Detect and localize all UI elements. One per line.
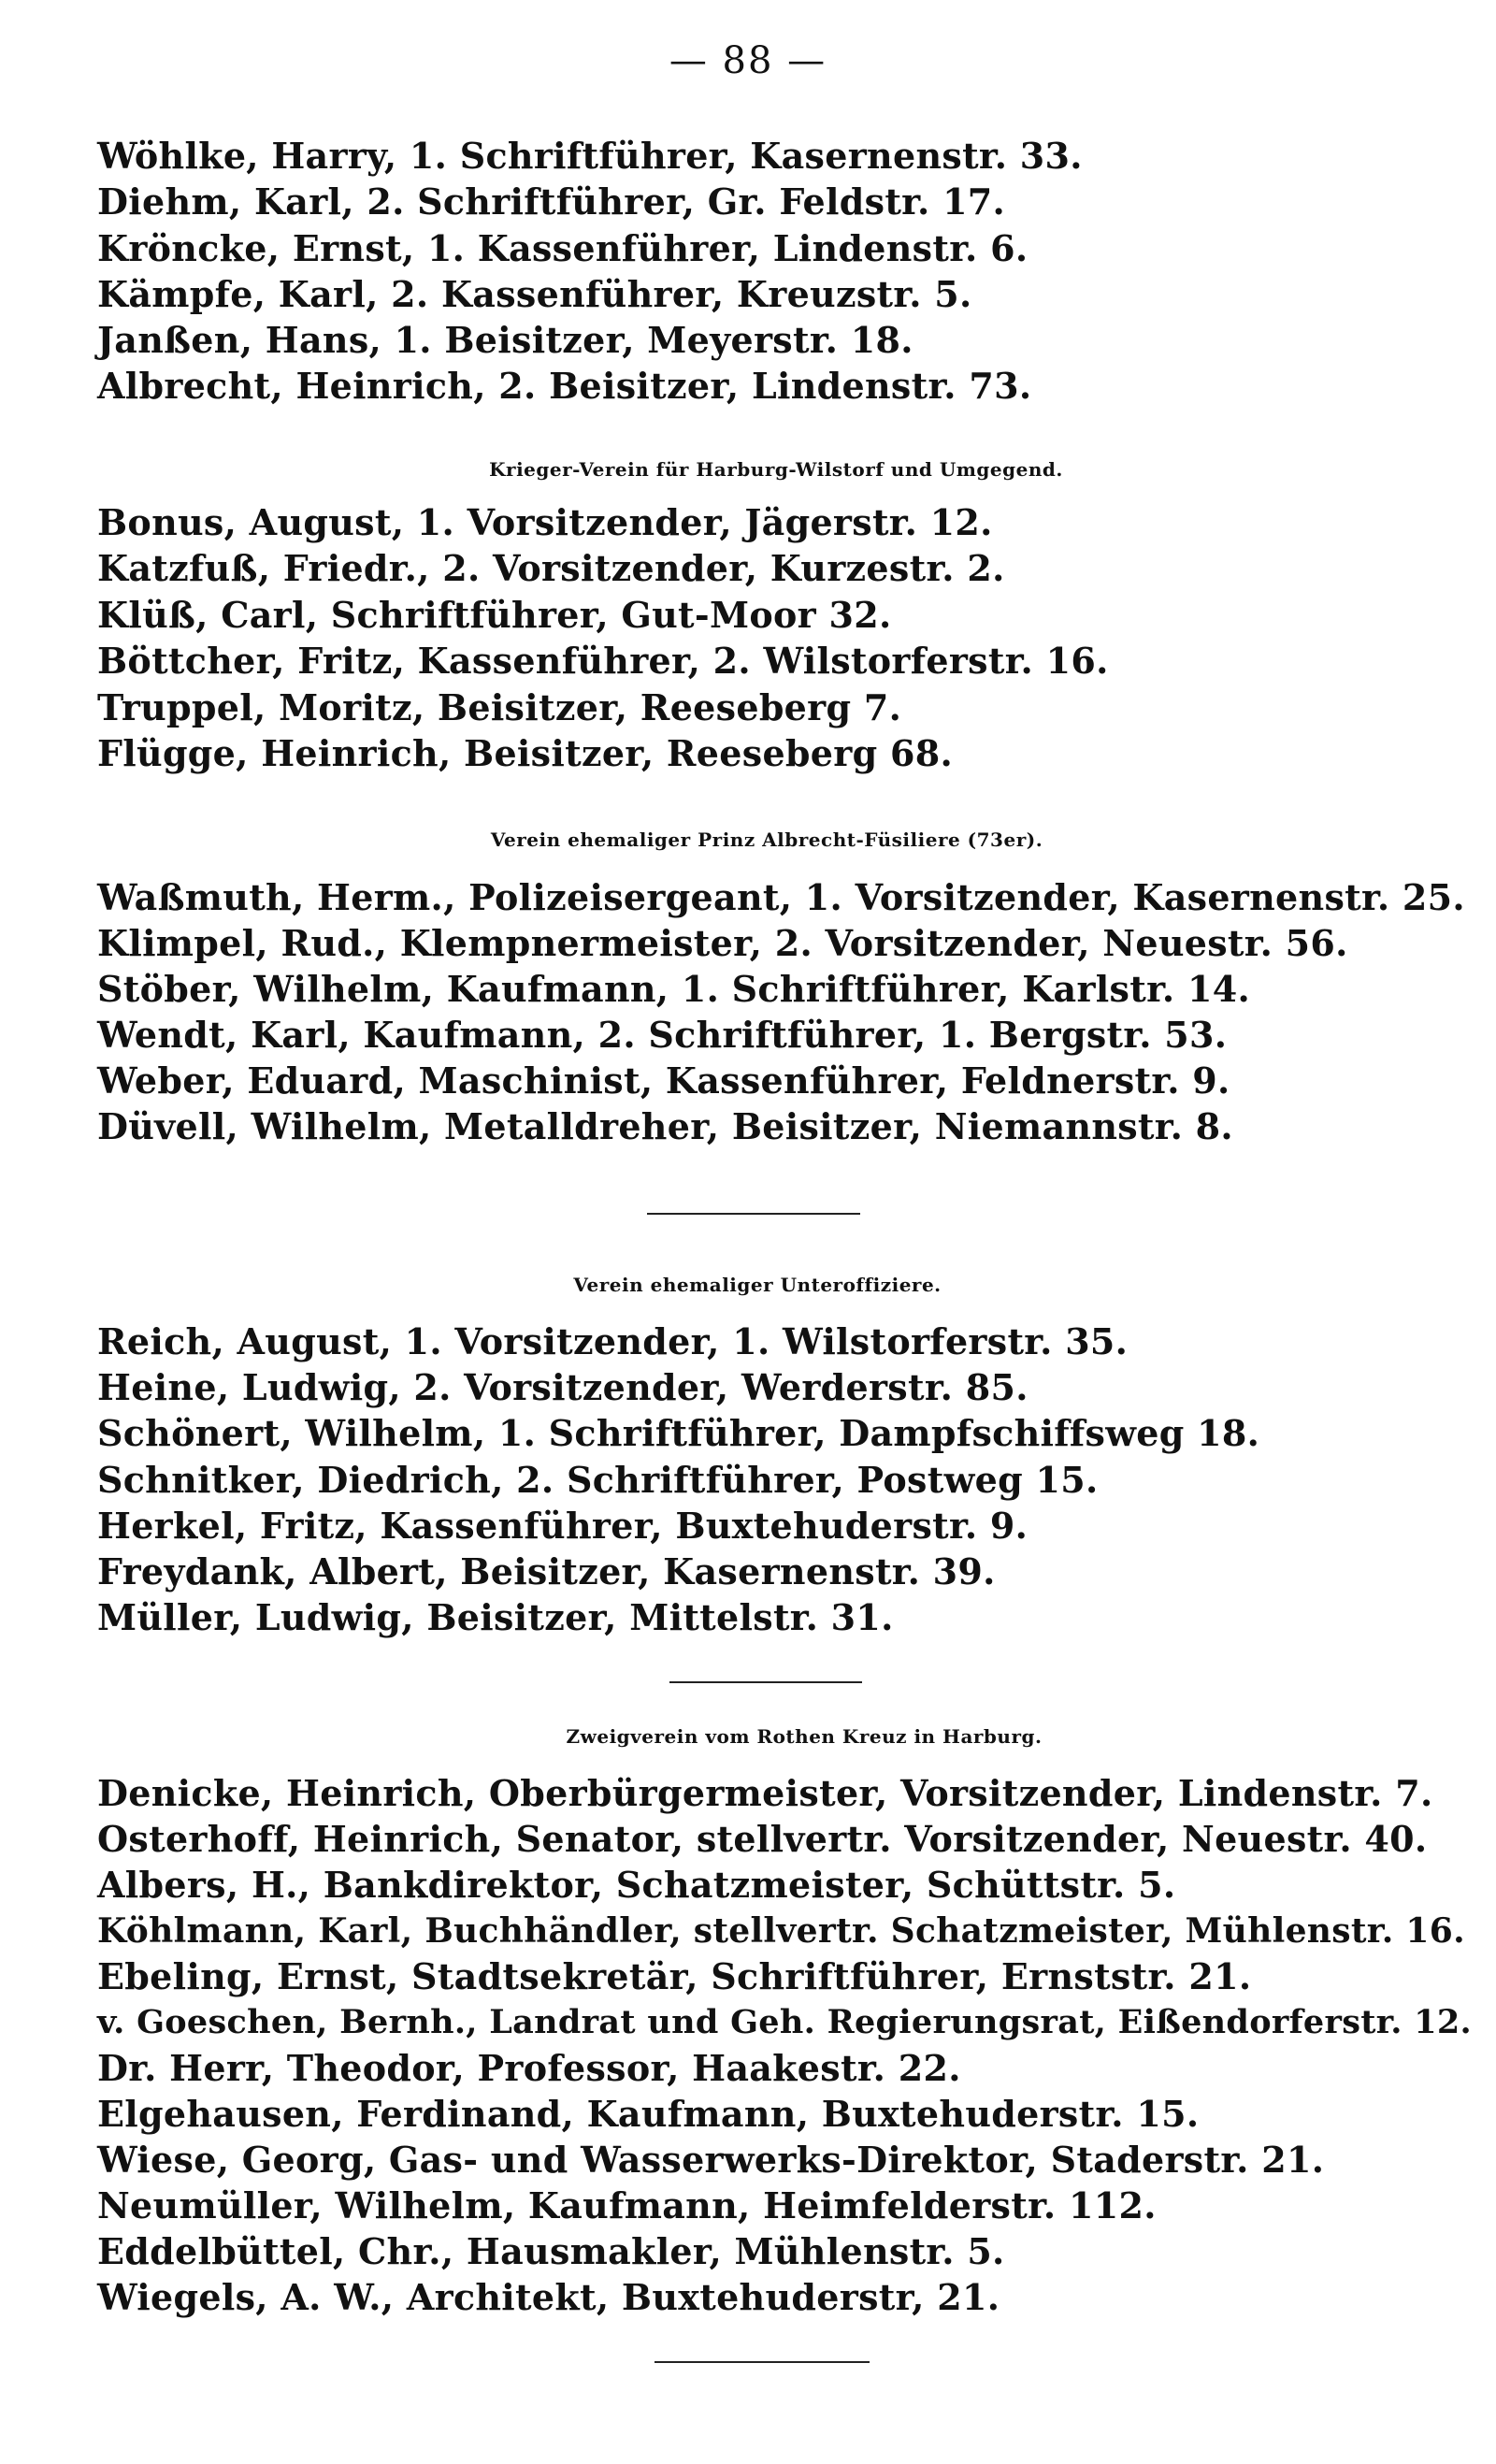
list-item: Wöhlke, Harry, 1. Schriftführer, Kasernenstr. 33. [97, 135, 1083, 177]
list-item: Böttcher, Fritz, Kassenführer, 2. Wilstorferstr. 16. [97, 640, 1109, 682]
list-item: Dr. Herr, Theodor, Professor, Haakestr. 22. [97, 2047, 961, 2089]
list-item: Herkel, Fritz, Kassenführer, Buxtehuderstr. 9. [97, 1505, 1028, 1547]
list-item: Kröncke, Ernst, 1. Kassenführer, Lindenstr. 6. [97, 227, 1028, 269]
list-item: Köhlmann, Karl, Buchhändler, stellvertr. Schatzmeister, Mühlenstr. 16. [97, 1911, 1465, 1951]
list-item: Freydank, Albert, Beisitzer, Kasernenstr. 39. [97, 1550, 996, 1592]
list-item: Ebeling, Ernst, Stadtsekretär, Schriftführer, Ernststr. 21. [97, 1955, 1252, 1997]
list-item: Kämpfe, Karl, 2. Kassenführer, Kreuzstr. 5. [97, 273, 972, 315]
list-item: Weber, Eduard, Maschinist, Kassenführer, Feldnerstr. 9. [97, 1059, 1230, 1102]
list-item: Schnitker, Diedrich, 2. Schriftführer, Postweg 15. [97, 1459, 1099, 1501]
list-item: Stöber, Wilhelm, Kaufmann, 1. Schriftführer, Karlstr. 14. [97, 968, 1250, 1010]
list-item: Klüß, Carl, Schriftführer, Gut-Moor 32. [97, 594, 892, 636]
list-item: Klimpel, Rud., Klempnermeister, 2. Vorsitzender, Neuestr. 56. [97, 922, 1348, 964]
divider-rule [647, 1213, 860, 1215]
section-heading: Krieger-Verein für Harburg-Wilstorf und Umgegend. [489, 458, 1063, 481]
list-item: Neumüller, Wilhelm, Kaufmann, Heimfelderstr. 112. [97, 2184, 1157, 2226]
list-item: v. Goeschen, Bernh., Landrat und Geh. Regierungsrat, Eißendorferstr. 12. [97, 2003, 1472, 2041]
list-item: Wendt, Karl, Kaufmann, 2. Schriftführer, 1. Bergstr. 53. [97, 1014, 1228, 1056]
list-item: Albers, H., Bankdirektor, Schatzmeister, Schüttstr. 5. [97, 1864, 1176, 1906]
list-item: Flügge, Heinrich, Beisitzer, Reeseberg 68. [97, 732, 954, 774]
list-item: Osterhoff, Heinrich, Senator, stellvertr. Vorsitzender, Neuestr. 40. [97, 1818, 1428, 1860]
list-item: Albrecht, Heinrich, 2. Beisitzer, Lindenstr. 73. [97, 365, 1032, 407]
list-item: Düvell, Wilhelm, Metalldreher, Beisitzer, Niemannstr. 8. [97, 1105, 1233, 1147]
list-item: Schönert, Wilhelm, 1. Schriftführer, Dampfschiffsweg 18. [97, 1412, 1260, 1454]
list-item: Heine, Ludwig, 2. Vorsitzender, Werderstr. 85. [97, 1366, 1028, 1408]
page-number: — 88 — [669, 39, 827, 82]
list-item: Denicke, Heinrich, Oberbürgermeister, Vorsitzender, Lindenstr. 7. [97, 1772, 1433, 1814]
list-item: Diehm, Karl, 2. Schriftführer, Gr. Feldstr. 17. [97, 180, 1006, 223]
section-heading: Verein ehemaliger Prinz Albrecht-Füsiliere (73er). [490, 829, 1043, 851]
list-item: Wiegels, A. W., Architekt, Buxtehuderstr, 21. [97, 2276, 1000, 2318]
list-item: Katzfuß, Friedr., 2. Vorsitzender, Kurzestr. 2. [97, 547, 1005, 589]
divider-rule [654, 2361, 870, 2363]
section-heading: Zweigverein vom Rothen Kreuz in Harburg. [566, 1725, 1043, 1748]
list-item: Reich, August, 1. Vorsitzender, 1. Wilstorferstr. 35. [97, 1320, 1129, 1362]
list-item: Bonus, August, 1. Vorsitzender, Jägerstr. 12. [97, 501, 993, 543]
list-item: Truppel, Moritz, Beisitzer, Reeseberg 7. [97, 686, 902, 728]
list-item: Janßen, Hans, 1. Beisitzer, Meyerstr. 18. [97, 319, 913, 361]
divider-rule [669, 1681, 862, 1683]
list-item: Wiese, Georg, Gas- und Wasserwerks-Direktor, Staderstr. 21. [97, 2139, 1325, 2181]
list-item: Müller, Ludwig, Beisitzer, Mittelstr. 31. [97, 1596, 894, 1638]
list-item: Eddelbüttel, Chr., Hausmakler, Mühlenstr. 5. [97, 2230, 1005, 2272]
list-item: Elgehausen, Ferdinand, Kaufmann, Buxtehuderstr. 15. [97, 2093, 1200, 2135]
section-heading: Verein ehemaliger Unteroffiziere. [573, 1274, 942, 1296]
list-item: Waßmuth, Herm., Polizeisergeant, 1. Vorsitzender, Kasernenstr. 25. [97, 876, 1465, 918]
